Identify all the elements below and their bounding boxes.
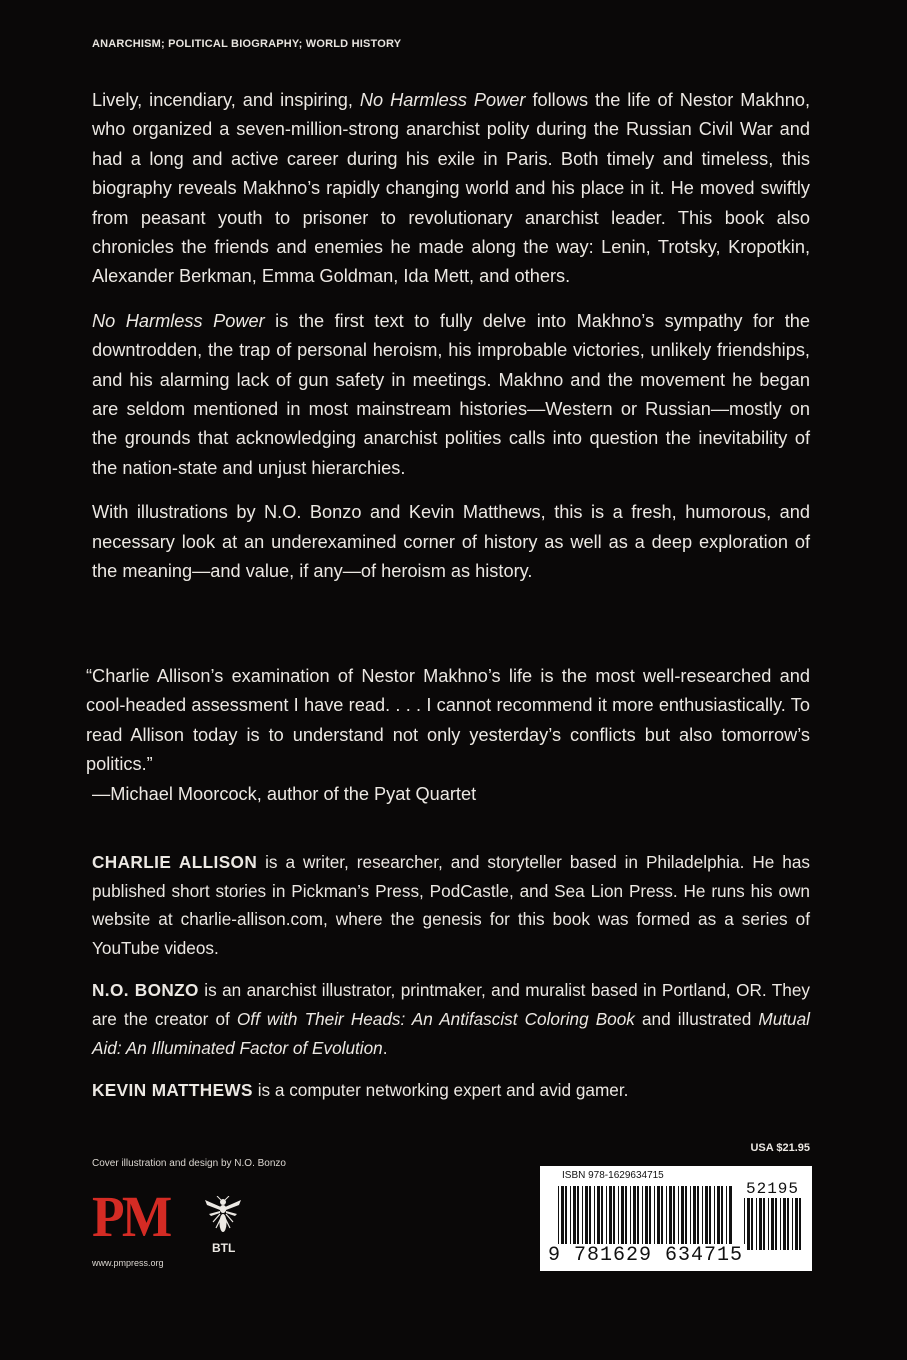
book-title-italic: No Harmless Power: [359, 90, 526, 110]
bio-text-bonzo-3: .: [382, 1037, 388, 1058]
cover-credit: Cover illustration and design by N.O. Bonzo: [92, 1158, 286, 1169]
price-code: 52195: [746, 1180, 800, 1198]
p2-text-rest: is the first text to fully delve into Makhno’s sympathy for the downtrodden, the trap of personal heroism, his improbable victories, unlikely friendships, and his alarming lack of gun safety in meetings. Makhno and the movement he began are seldom mentioned in most mainstream histories—Western or Russian—mostly on the grounds that acknowledging anarchist polities calls into question the inevitability of the nation-state and unjust hierarchies.: [92, 310, 810, 478]
bio-book-title-2: Mutual Aid: An Illuminated Factor of Evolution: [92, 1008, 810, 1058]
bio-name-matthews: KEVIN MATTHEWS: [92, 1080, 253, 1101]
bio-text-bonzo-1: is an anarchist illustrator, printmaker, and muralist based in Portland, OR. They are the creator of: [92, 980, 811, 1029]
bio-bonzo: [92, 976, 810, 1062]
book-description: [92, 86, 810, 587]
bio-name-allison: CHARLIE ALLISON: [92, 852, 258, 872]
endorsement-quote: [86, 662, 810, 809]
description-paragraph-2: [92, 307, 810, 483]
wasp-icon: [201, 1196, 245, 1240]
description-paragraph-3: With illustrations by N.O. Bonzo and Kevin Matthews, this is a fresh, humorous, and necessary look at an underexamined corner of history as well as a deep exploration of the meaning—and value, if any—of heroism as history.: [92, 502, 810, 582]
p1-text-start: Lively, incendiary, and inspiring,: [92, 90, 360, 110]
bio-text-matthews: is a computer networking expert and avid gamer.: [252, 1080, 629, 1101]
category-label: ANARCHISM; POLITICAL BIOGRAPHY; WORLD HISTORY: [92, 38, 402, 50]
btl-logo-label: BTL: [212, 1241, 236, 1255]
pm-press-logo: PM: [92, 1184, 170, 1249]
bio-matthews: [92, 1076, 810, 1105]
author-bios: [92, 848, 810, 1119]
quote-text: “Charlie Allison’s examination of Nestor Makhno’s life is the most well-researched and cool-headed assessment I have read. . . . I cannot recommend it more enthusiastically. To read Allison today is to understand not only yesterday’s conflicts but also tomorrow’s politics.”: [86, 666, 810, 775]
isbn-digits: 9 781629 634715: [548, 1244, 744, 1267]
quote-attribution: —Michael Moorcock, author of the Pyat Quartet: [92, 783, 477, 804]
bio-name-bonzo: N.O. BONZO: [92, 980, 199, 1001]
p1-text-rest: follows the life of Nestor Makhno, who organized a seven-million-strong anarchist polity during the Russian Civil War and had a long and active career during his exile in Paris. Both timely and timeless, this biography reveals Makhno’s rapidly changing world and his place in it. He moved swiftly from peasant youth to prisoner to revolutionary anarchist leader. This book also chronicles the friends and enemies he made along the way: Lenin, Trotsky, Kropotkin, Alexander Berkman, Emma Goldman, Ida Mett, and others.: [92, 90, 810, 287]
barcode: [540, 1166, 812, 1271]
description-paragraph-1: [92, 86, 810, 292]
isbn-label: ISBN 978-1629634715: [562, 1170, 664, 1181]
price-label: USA $21.95: [750, 1142, 810, 1154]
bio-allison: [92, 848, 810, 962]
bio-text-allison: is a writer, researcher, and storyteller based in Philadelphia. He has published short stories in Pickman’s Press, PodCastle, and Sea Lion Press. He runs his own website at charlie-allison.com, where the genesis for this book was formed as a series of YouTube videos.: [92, 852, 810, 958]
book-title-italic-2: No Harmless Power: [92, 310, 265, 331]
pm-press-url: www.pmpress.org: [92, 1258, 164, 1268]
bio-book-title-1: Off with Their Heads: An Antifascist Coloring Book: [236, 1008, 635, 1029]
bio-text-bonzo-2: and illustrated: [634, 1008, 759, 1029]
